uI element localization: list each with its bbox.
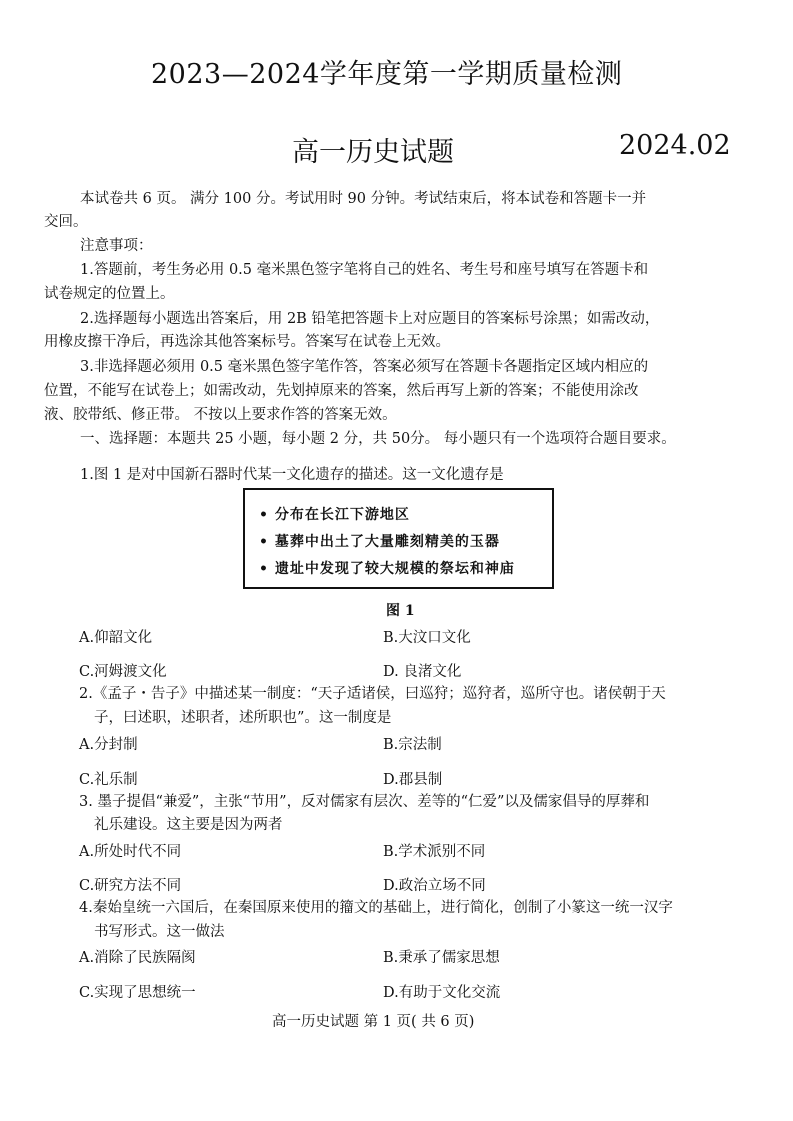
question-4-stem-1: 4.秦始皇统一六国后，在秦国原来使用的籀文的基础上，进行简化，创制了小篆这一统一汉字 bbox=[79, 900, 673, 916]
q3-option-a: A.所处时代不同 bbox=[79, 844, 182, 860]
q4-option-b: B.秉承了儒家思想 bbox=[383, 950, 500, 966]
question-3-stem-1: 3. 墨子提倡“兼爱”，主张“节用”，反对儒家有层次、差等的“仁爱”以及儒家倡导的厚葬和 bbox=[79, 794, 650, 810]
notice-1b: 试卷规定的位置上。 bbox=[44, 286, 175, 302]
q1-option-c: C.河姆渡文化 bbox=[79, 664, 167, 680]
q2-option-d: D.郡县制 bbox=[383, 772, 443, 788]
notice-3a: 3.非选择题必须用 0.5 毫米黑色签字笔作答，答案必须写在答题卡各题指定区域内相应的 bbox=[80, 359, 649, 375]
intro-line-2: 交回。 bbox=[44, 214, 88, 230]
question-2-stem-2: 子，曰述职，述职者，述所职也”。这一制度是 bbox=[94, 710, 392, 726]
question-1-stem: 1.图 1 是对中国新石器时代某一文化遗存的描述。这一文化遗存是 bbox=[80, 467, 504, 483]
q3-option-d: D.政治立场不同 bbox=[383, 878, 486, 894]
question-4-stem-2: 书写形式。这一做法 bbox=[94, 924, 225, 940]
q1-option-a: A.仰韶文化 bbox=[79, 630, 153, 646]
figure-1-bullet-2: • 墓葬中出土了大量雕刻精美的玉器 bbox=[259, 534, 500, 550]
exam-title: 2023—2024学年度第一学期质量检测 bbox=[151, 59, 623, 90]
notice-2a: 2.选择题每小题选出答案后，用 2B 铅笔把答题卡上对应题目的答案标号涂黑；如需改动， bbox=[80, 311, 660, 327]
intro-line-1: 本试卷共 6 页。 满分 100 分。考试用时 90 分钟。考试结束后，将本试卷和答题卡一并 bbox=[80, 191, 647, 207]
figure-1-caption: 图 1 bbox=[386, 603, 415, 619]
figure-1-bullet-1: • 分布在长江下游地区 bbox=[259, 507, 410, 523]
q1-option-b: B.大汶口文化 bbox=[383, 630, 471, 646]
q3-option-c: C.研究方法不同 bbox=[79, 878, 182, 894]
q4-option-a: A.消除了民族隔阂 bbox=[79, 950, 196, 966]
exam-date: 2024.02 bbox=[619, 130, 731, 161]
q1-option-d: D. 良渚文化 bbox=[383, 664, 462, 680]
section-heading: 一、选择题：本题共 25 小题，每小题 2 分，共 50分。 每小题只有一个选项符合题目要求。 bbox=[80, 431, 676, 447]
notice-1a: 1.答题前，考生务必用 0.5 毫米黑色签字笔将自己的姓名、考生号和座号填写在答题卡和 bbox=[80, 262, 649, 278]
figure-1-box bbox=[243, 488, 554, 589]
exam-subtitle: 高一历史试题 bbox=[292, 137, 454, 168]
q3-option-b: B.学术派别不同 bbox=[383, 844, 486, 860]
notice-3b: 位置，不能写在试卷上；如需改动，先划掉原来的答案，然后再写上新的答案；不能使用涂改 bbox=[44, 383, 639, 399]
q4-option-c: C.实现了思想统一 bbox=[79, 985, 196, 1001]
notice-3c: 液、胶带纸、修正带。 不按以上要求作答的答案无效。 bbox=[44, 407, 397, 423]
q2-option-a: A.分封制 bbox=[79, 737, 138, 753]
q4-option-d: D.有助于文化交流 bbox=[383, 985, 501, 1001]
notice-heading: 注意事项： bbox=[80, 238, 153, 254]
q2-option-b: B.宗法制 bbox=[383, 737, 442, 753]
notice-2b: 用橡皮擦干净后，再选涂其他答案标号。答案写在试卷上无效。 bbox=[44, 334, 450, 350]
question-2-stem-1: 2.《孟子・告子》中描述某一制度：“天子适诸侯，曰巡狩；巡狩者，巡所守也。诸侯朝于天 bbox=[79, 686, 666, 702]
page-footer: 高一历史试题 第 1 页( 共 6 页) bbox=[272, 1014, 475, 1030]
q2-option-c: C.礼乐制 bbox=[79, 772, 138, 788]
question-3-stem-2: 礼乐建设。这主要是因为两者 bbox=[94, 817, 283, 833]
figure-1-bullet-3: • 遗址中发现了较大规模的祭坛和神庙 bbox=[259, 561, 515, 577]
